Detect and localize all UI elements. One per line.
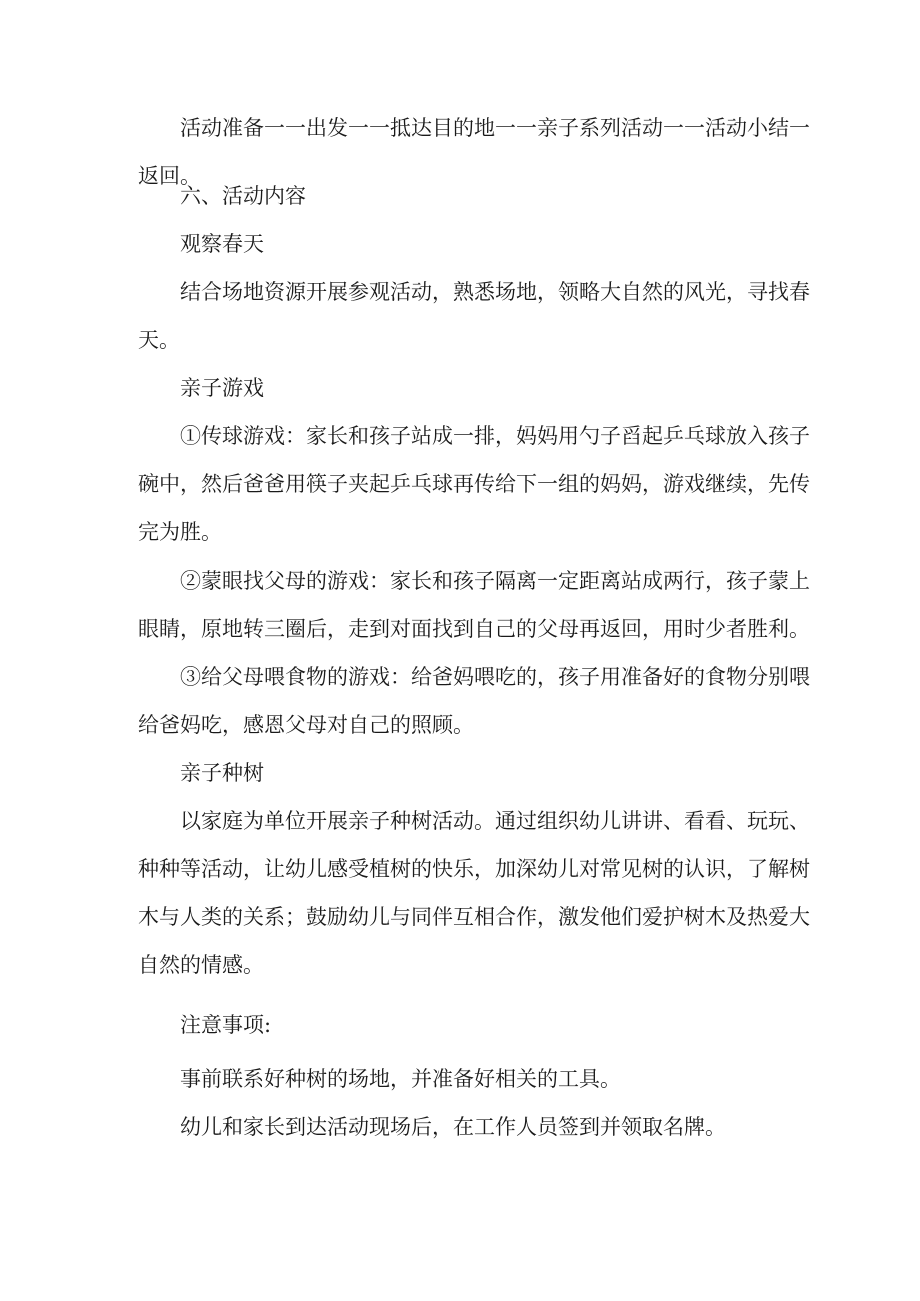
note1-paragraph [0, 1055, 920, 1103]
game1-paragraph [0, 412, 920, 556]
text-line: 活动准备一一出发一一抵达目的地一一亲子系列活动一一活动小结一 [180, 116, 810, 140]
text-line: 天。 [138, 328, 180, 352]
text-line: ①传球游戏：家长和孩子站成一排，妈妈用勺子舀起乒乓球放入孩子 [180, 424, 810, 448]
subheading-spring [0, 220, 920, 268]
subheading-games [0, 364, 920, 412]
text-line: 注意事项: [180, 1013, 272, 1037]
text-line: 结合场地资源开展参观活动，熟悉场地，领略大自然的风光，寻找春 [180, 280, 810, 304]
text-line: 以家庭为单位开展亲子种树活动。通过组织幼儿讲讲、看看、玩玩、 [180, 809, 810, 833]
text-line: 事前联系好种树的场地，并准备好相关的工具。 [180, 1067, 621, 1091]
section-heading [0, 172, 920, 220]
text-line: 观察春天 [180, 232, 264, 256]
text-line: 幼儿和家长到达活动现场后，在工作人员签到并领取名牌。 [180, 1115, 726, 1139]
text-line: 木与人类的关系；鼓励幼儿与同伴互相合作，激发他们爱护树木及热爱大 [138, 905, 810, 929]
tree-paragraph [0, 797, 920, 989]
text-line: 碗中，然后爸爸用筷子夹起乒乓球再传给下一组的妈妈，游戏继续，先传 [138, 472, 810, 496]
spring-paragraph [0, 268, 920, 364]
subheading-tree [0, 749, 920, 797]
text-line: 六、活动内容 [180, 184, 306, 208]
game2-paragraph [0, 557, 920, 653]
note2-paragraph [0, 1103, 920, 1151]
text-line: 亲子种树 [180, 761, 264, 785]
text-line: ③给父母喂食物的游戏：给爸妈喂吃的，孩子用准备好的食物分别喂 [180, 665, 810, 689]
game3-paragraph [0, 653, 920, 749]
subheading-notes [0, 1001, 920, 1049]
text-line: 给爸妈吃，感恩父母对自己的照顾。 [138, 713, 474, 737]
text-line: 自然的情感。 [138, 953, 264, 977]
text-line: 完为胜。 [138, 520, 222, 544]
text-line: 眼睛，原地转三圈后，走到对面找到自己的父母再返回，用时少者胜利。 [138, 617, 810, 641]
text-line: 返回。 [138, 164, 201, 188]
text-line: ②蒙眼找父母的游戏：家长和孩子隔离一定距离站成两行，孩子蒙上 [180, 569, 810, 593]
text-line: 亲子游戏 [180, 376, 264, 400]
text-line: 种种等活动，让幼儿感受植树的快乐，加深幼儿对常见树的认识，了解树 [138, 857, 810, 881]
